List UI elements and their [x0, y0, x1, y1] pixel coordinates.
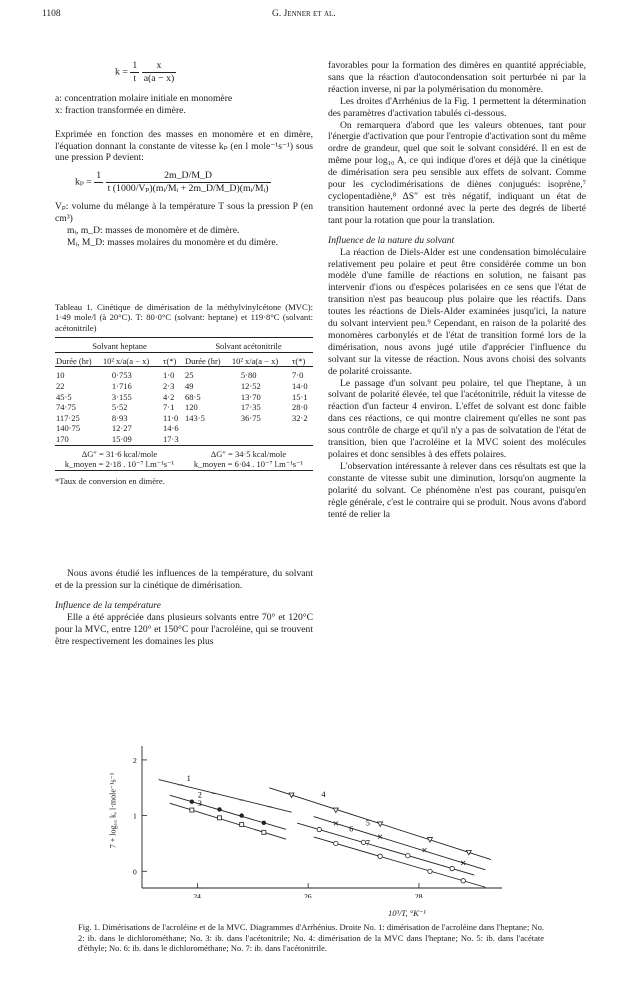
- paragraph-arrhenius: Les droites d'Arrhénius de la Fig. 1 permettent la détermination des paramètres d'activation tabulés ci-dessous.: [328, 95, 586, 119]
- kp-formula: kₚ = 1 $\frac{2m\_D/M\_D}{\text{t (1000/Vₚ)(mᵢ/Mᵢ + 2m\_D/M\_D)(mᵢ/Mᵢ)}}$: [75, 170, 269, 195]
- data-point: [262, 821, 266, 825]
- paragraph-temperature: Elle a été appréciée dans plusieurs solvants entre 70° et 120°C pour la MVC, entre 120° et 150°C pour l'acroléine, qui se trouvent être respectivement les domaines les plus: [55, 611, 313, 647]
- data-point: [262, 830, 266, 834]
- series-label-2: 2: [197, 790, 202, 800]
- table-cell: 7·1: [163, 402, 175, 413]
- data-point: [406, 854, 410, 858]
- x-tick-label: 28: [414, 892, 423, 898]
- col-head: 10² x/a(a − x): [102, 355, 150, 366]
- y-axis-label: 7 + log₁₀ k, l·mole⁻¹s⁻¹: [108, 772, 118, 849]
- table-cell: 7·0: [292, 370, 304, 381]
- data-point: [217, 807, 221, 811]
- series-label-3: 3: [197, 799, 202, 809]
- var-def-mm: Mᵢ, M_D: masses molaires du monomère et du dimère.: [67, 236, 278, 248]
- table-cell: 143·5: [184, 412, 205, 423]
- data-point: [450, 866, 454, 870]
- table-cell: 15·1: [292, 391, 308, 402]
- data-point: [428, 869, 432, 873]
- table-cell: 36·75: [240, 412, 261, 423]
- col-head: 10² x/a(a − x): [231, 355, 279, 366]
- data-table: [55, 337, 313, 474]
- data-point: [218, 816, 222, 820]
- series-line-6: [297, 823, 474, 875]
- table-cell: 45·5: [56, 391, 72, 402]
- table-cell: 74·75: [56, 402, 76, 413]
- series-line-3: [170, 803, 286, 839]
- series-label-4: 4: [321, 790, 326, 800]
- table-cell: 1·716: [111, 381, 132, 391]
- table-cell: [291, 423, 313, 434]
- table-row: [55, 423, 313, 434]
- rate-formula: k = $\frac{1}{t}$ $\frac{x}{a(a - x)}$: [115, 60, 175, 84]
- section-heading-solvent: Influence de la nature du solvant: [328, 234, 455, 246]
- col-head: Durée (hr): [56, 355, 92, 366]
- series-label-7: 7: [365, 838, 370, 848]
- table-cell: 120: [184, 402, 198, 413]
- table-cell: 1·0: [163, 370, 175, 381]
- data-point: [461, 879, 465, 883]
- table-row: [55, 381, 313, 392]
- group-head-acetonitrile: Solvant acétonitrile: [215, 341, 282, 352]
- table-row: [55, 402, 313, 413]
- y-tick-label: 0: [133, 867, 137, 877]
- summary-dg-heptane: ΔG″ = 31·6 kcal/mole: [81, 448, 158, 459]
- table-cell: 5·52: [111, 402, 128, 413]
- right-column: [328, 60, 586, 520]
- running-head: G. Jenner et al.: [272, 9, 336, 19]
- table-cell: 32·2: [292, 412, 308, 423]
- var-def-m: mᵢ, m_D: masses de monomère et de dimère.: [67, 224, 240, 236]
- series-label-5: 5: [365, 818, 370, 828]
- data-point: [428, 838, 433, 843]
- group-head-heptane: Solvant heptane: [92, 341, 147, 352]
- table-cell: 3·155: [111, 391, 132, 402]
- summary-dg-acetonitrile: ΔG″ = 34·5 kcal/mole: [210, 448, 287, 459]
- table-cell: 28·0: [292, 402, 308, 413]
- table-cell: 10: [56, 370, 65, 381]
- table-row: [55, 434, 313, 445]
- table-cell: 15·09: [111, 433, 132, 444]
- table-cell: 8·93: [111, 412, 128, 423]
- table-1: [55, 302, 313, 486]
- x-tick-label: 26: [304, 892, 312, 898]
- summary-k-heptane: k_moyen = 2·18 . 10⁻⁷ l.m⁻¹s⁻¹: [64, 459, 175, 470]
- table-cell: 170: [56, 433, 69, 444]
- table-cell: [231, 434, 291, 445]
- col-head: τ(*): [292, 355, 306, 366]
- series-label-6: 6: [349, 824, 354, 834]
- table-footnote: *Taux de conversion en dimère.: [55, 475, 165, 486]
- y-tick-label: 1: [133, 811, 137, 821]
- data-point: [334, 841, 338, 845]
- table-cell: 117·25: [56, 412, 80, 423]
- paragraph-diels-alder: La réaction de Diels-Alder est une condensation bimoléculaire relativement peu polaire et peut être considérée comme un bon modèle d'une famille de réactions en solution, ne faisant pas intervenir d'ions ou d'espèces polarisées en ce sens que l'état de transition n'est pas beaucoup plus polaire que les réactifs. Dans toutes les réactions de Diels-Alder examinées jusqu'ici, la nature du solvant intervient peu.⁹ Cependant, en raison de la polarité des monomères carbonylés et de l'état de transition formé lors de la dimérisation, nous avons jugé utile d'apprécier l'influence du solvant sur la vitesse de réaction. Nous avons choisi des solvants de polarité croissante.: [328, 246, 586, 377]
- var-def-vp: Vₚ: volume du mélange à la température T sous la pression P (en cm³): [55, 201, 313, 225]
- summary-k-acetonitrile: k_moyen = 6·04 . 10⁻⁷ l.m⁻¹s⁻¹: [193, 459, 304, 470]
- data-point: [190, 799, 194, 803]
- data-point: [317, 827, 321, 831]
- table-cell: [231, 423, 291, 434]
- paragraph-mass: Exprimée en fonction des masses en monomère et en dimère, l'équation donnant la constante de vitesse kₚ (en l mole⁻¹s⁻¹) sous une pression P devient:: [55, 128, 313, 164]
- table-cell: 140·75: [56, 423, 81, 434]
- table-cell: 25: [184, 370, 194, 381]
- paragraph-passage: Le passage d'un solvant peu polaire, tel que l'heptane, à un solvant de polarité élevée, tel que l'acétonitrile, réduit la vitesse de réaction d'un facteur 4 environ. L'effet de solvant est donc faible dans ces réactions, ce qui montre clairement qu'elles ne sont pas sous contrôle de charge et qu'il n'y a pas de solvatation de l'état de transition, bien que l'acroléine et la MVC soient des molécules polaires et donc sensibles à des effets polaires.: [328, 377, 586, 460]
- table-row: [55, 413, 313, 424]
- table-cell: [291, 434, 313, 445]
- table-cell: [184, 423, 231, 434]
- table-cell: 17·35: [240, 402, 261, 413]
- data-point: [240, 823, 244, 827]
- table-cell: 12·52: [240, 381, 261, 391]
- series-line-2: [170, 795, 286, 829]
- table-cell: 14·6: [163, 423, 179, 434]
- col-head: Durée (hr): [184, 355, 221, 366]
- col-head: τ(*): [163, 355, 177, 366]
- paragraph-favorables: favorables pour la formation des dimères en quantité appréciable, sans que la réaction d'autocondensation soit perturbée ni par la réaction inverse, ni par la polymérisation du monomère.: [328, 60, 586, 95]
- table-cell: 17·3: [163, 433, 179, 444]
- x-axis-label: 10³/T, °K⁻¹: [388, 908, 426, 918]
- x-tick-label: 24: [193, 892, 201, 898]
- paragraph-observation: L'observation intéressante à relever dans ces résultats est que la constante de vitesse subit une diminution, lorsqu'on augmente la polarité du solvant. Ce phénomène n'est pas courant, puisqu'en règle générale, c'est le contraire qui se produit. Nous avons d'abord tenté de relier la: [328, 460, 586, 520]
- series-line-1: [159, 780, 292, 813]
- paragraph-activation: On remarquera d'abord que les valeurs obtenues, tant pour l'énergie d'activation que pour l'entropie d'activation sont du même ordre de grandeur, quel que soit le solvant considéré. Il en est de même pour log₁₀ A, ce qui indique d'ores et déjà que la cinétique de dimérisation sera peu sensible aux effets de solvant. Comme pour les cyclodimérisations de diènes conjugués: isoprène,⁷ cyclopentadiène,⁸ ΔS″ est très négatif, indiquant un état de transition hautement ordonné avec la perte des degrés de liberté tant pour la rotation que pour la translation.: [328, 119, 586, 226]
- definition-a: a: concentration molaire initiale en monomère: [55, 92, 233, 104]
- figure-caption: Fig. 1. Dimérisations de l'acroléine et de la MVC. Diagrammes d'Arrhénius. Droite No. 1: dimérisation de l'acroléine dans l'heptane; No. 2: ib. dans le dichlorométhane; No. 3: ib. dans l'acétonitrile; No. 4: dimérisation de la MVC dans l'heptane; No. 5: ib. dans l'acétate d'éthyle; No. 6: ib. dans le dichlorométhane; No. 7: ib. dans l'acétonitrile.: [78, 922, 544, 954]
- table-cell: 12·27: [111, 423, 132, 434]
- left-column: [55, 60, 313, 249]
- table-row: [55, 392, 313, 403]
- table-cell: 14·0: [292, 381, 308, 391]
- table-cell: 13·70: [240, 391, 261, 402]
- series-label-1: 1: [186, 773, 191, 783]
- table-cell: 0·753: [111, 370, 132, 381]
- table-cell: 4·2: [163, 391, 175, 402]
- definition-x: x: fraction transformée en dimère.: [55, 104, 186, 116]
- table-caption: Tableau 1. Cinétique de dimérisation de la méthylvinylcétone (MVC): 1·49 mole/l (à 20°C). T: 80·0°C (solvant: heptane) et 119·8°C (solvant: acétonitrile): [55, 302, 313, 333]
- section-heading-temperature: Influence de la température: [55, 599, 161, 611]
- table-cell: 5·80: [240, 370, 257, 381]
- table-cell: 49: [184, 381, 194, 391]
- data-point: [190, 808, 194, 812]
- data-point: [239, 813, 243, 817]
- paragraph-study: Nous avons étudié les influences de la température, du solvant et de la pression sur la cinétique de dimérisation.: [55, 568, 313, 591]
- table-cell: 22: [56, 381, 65, 391]
- table-cell: [184, 434, 231, 445]
- data-point: [378, 854, 382, 858]
- table-row: [55, 370, 313, 381]
- table-cell: 2·3: [163, 381, 175, 391]
- table-cell: 11·0: [163, 412, 179, 423]
- y-tick-label: 2: [133, 755, 137, 765]
- page-number: 1108: [42, 9, 61, 19]
- arrhenius-chart: [122, 738, 522, 898]
- table-cell: 68·5: [184, 391, 201, 402]
